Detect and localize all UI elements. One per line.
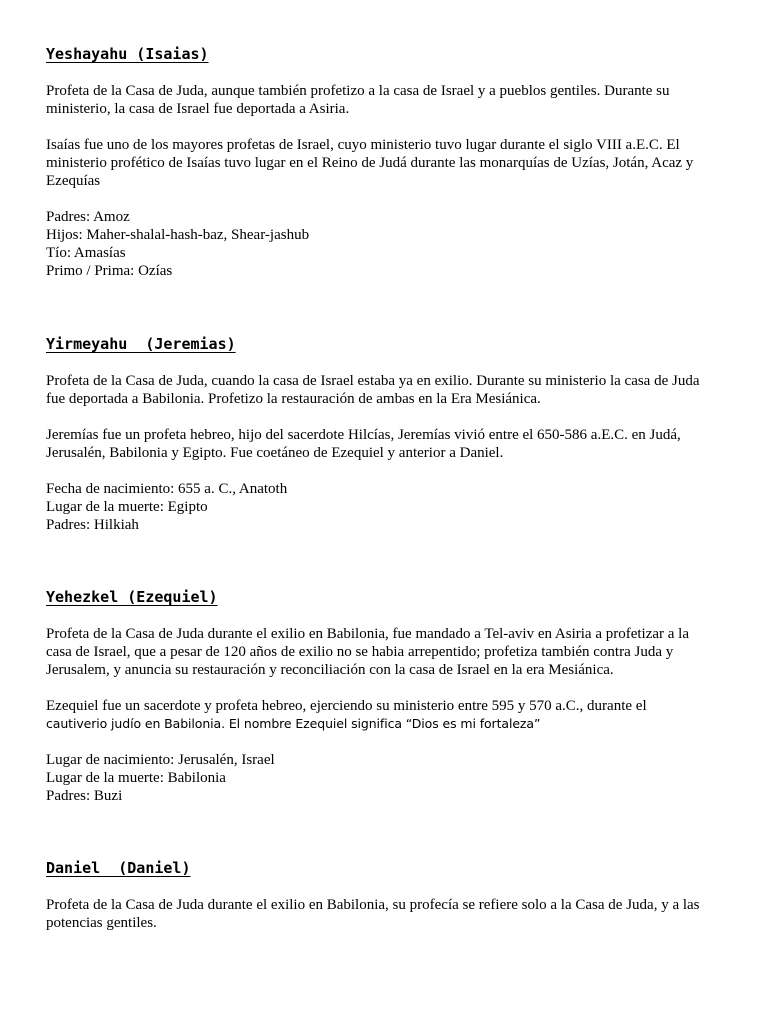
text-line: Hijos: Maher-shalal-hash-baz, Shear-jashub	[46, 227, 310, 243]
text-line: potencias gentiles.	[46, 915, 157, 931]
section-heading: Yehezkel (Ezequiel)	[46, 588, 218, 606]
text-line: Lugar de nacimiento: Jerusalén, Israel	[46, 752, 275, 768]
text-line: Padres: Buzi	[46, 788, 123, 804]
paragraph	[46, 896, 726, 932]
text-line: Profeta de la Casa de Juda, aunque también profetizo a la casa de Israel y a pueblos gentiles. Durante su	[46, 83, 670, 99]
paragraph	[46, 372, 726, 408]
section-heading: Daniel (Daniel)	[46, 859, 191, 877]
text-line: Ezequías	[46, 173, 101, 189]
text-line: cautiverio judío en Babilonia. El nombre Ezequiel significa “Dios es mi fortaleza”	[46, 716, 541, 731]
section-isaias	[46, 45, 726, 280]
text-line: Isaías fue uno de los mayores profetas de Israel, cuyo ministerio tuvo lugar durante el siglo VIII a.E.C. El	[46, 137, 680, 153]
paragraph	[46, 136, 726, 190]
text-line: Fecha de nacimiento: 655 a. C., Anatoth	[46, 481, 288, 497]
text-line: Lugar de la muerte: Egipto	[46, 499, 208, 515]
text-line: Padres: Amoz	[46, 209, 130, 225]
section-ezequiel	[46, 588, 726, 805]
section-heading: Yirmeyahu (Jeremias)	[46, 335, 236, 353]
text-line: Jerusalem, y anuncia su restauración y reconciliación con la casa de Israel en la era Mesiánica.	[46, 662, 614, 678]
section-daniel	[46, 859, 726, 932]
paragraph	[46, 751, 726, 805]
text-line: Profeta de la Casa de Juda durante el exilio en Babilonia, su profecía se refiere solo a la Casa de Juda, y a las	[46, 897, 700, 913]
text-line: Primo / Prima: Ozías	[46, 263, 173, 279]
paragraph	[46, 625, 726, 679]
paragraph	[46, 208, 726, 280]
text-line: Jeremías fue un profeta hebreo, hijo del sacerdote Hilcías, Jeremías vivió entre el 650-586 a.E.C. en Judá,	[46, 427, 681, 443]
paragraph	[46, 480, 726, 534]
section-heading: Yeshayahu (Isaias)	[46, 45, 209, 63]
paragraph	[46, 82, 726, 118]
text-line: Tío: Amasías	[46, 245, 126, 261]
paragraph	[46, 697, 726, 733]
text-line: casa de Israel, que a pesar de 120 años de exilio no se habia arrepentido; profetiza también contra Juda y	[46, 644, 674, 660]
text-line: fue deportada a Babilonia. Profetizo la restauración de ambas en la Era Mesiánica.	[46, 391, 541, 407]
text-line: ministerio profético de Isaías tuvo lugar en el Reino de Judá durante las monarquías de Uzías, Jotán, Acaz y	[46, 155, 694, 171]
text-line: Lugar de la muerte: Babilonia	[46, 770, 226, 786]
text-line: ministerio, la casa de Israel fue deportada a Asiria.	[46, 101, 350, 117]
text-line: Profeta de la Casa de Juda durante el exilio en Babilonia, fue mandado a Tel-aviv en Asiria a profetizar a la	[46, 626, 690, 642]
paragraph	[46, 426, 726, 462]
section-jeremias	[46, 335, 726, 534]
text-line: Padres: Hilkiah	[46, 517, 139, 533]
text-line: Jerusalén, Babilonia y Egipto. Fue coetáneo de Ezequiel y anterior a Daniel.	[46, 445, 504, 461]
text-line: Profeta de la Casa de Juda, cuando la casa de Israel estaba ya en exilio. Durante su ministerio la casa de Juda	[46, 373, 700, 389]
text-line: Ezequiel fue un sacerdote y profeta hebreo, ejerciendo su ministerio entre 595 y 570 a.C., durante el	[46, 698, 647, 714]
